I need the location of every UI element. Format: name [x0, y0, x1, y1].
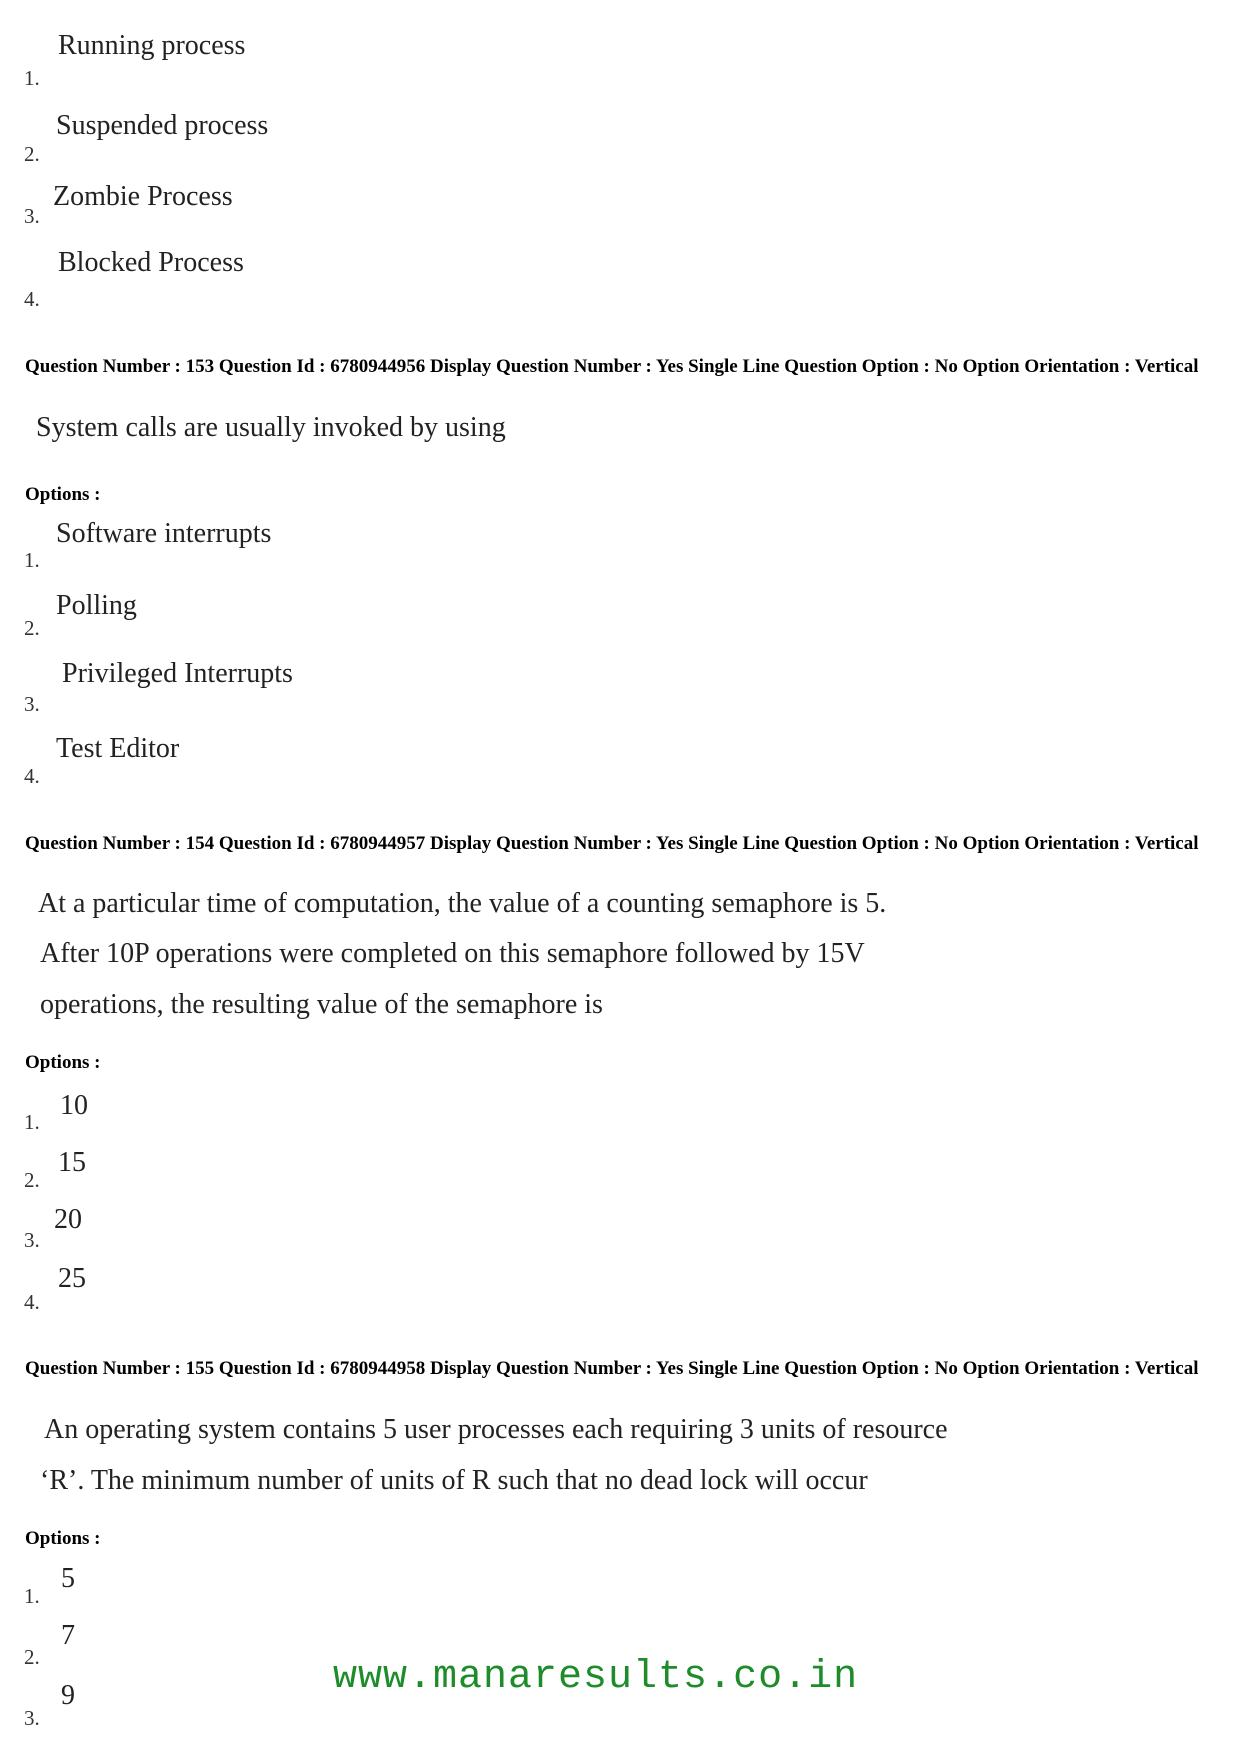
options-label: Options :	[25, 1528, 101, 1549]
question-text-line: operations, the resulting value of the semaphore is	[40, 989, 603, 1020]
option-text: 25	[58, 1263, 86, 1294]
option-number: 2.	[24, 142, 40, 166]
option-number: 4.	[24, 287, 40, 311]
option-number: 3.	[24, 1706, 40, 1730]
option-text: Suspended process	[56, 110, 269, 141]
option-text: 5	[61, 1563, 75, 1594]
option-number: 1.	[24, 1110, 40, 1134]
option-text: Polling	[56, 590, 137, 621]
option-number: 4.	[24, 764, 40, 788]
option-text: 10	[60, 1090, 88, 1121]
option-text: Blocked Process	[58, 247, 244, 278]
option-text: Zombie Process	[53, 181, 233, 212]
option-text: Test Editor	[56, 733, 180, 764]
options-label: Options :	[25, 484, 101, 505]
option-number: 2.	[24, 1168, 40, 1192]
question-text-line: ‘R’. The minimum number of units of R such that no dead lock will occur	[40, 1465, 868, 1496]
option-number: 4.	[24, 1290, 40, 1314]
watermark-text: www.manaresults.co.in	[333, 1655, 859, 1700]
option-number: 2.	[24, 1645, 40, 1669]
option-text: 9	[61, 1680, 75, 1711]
question-meta: Question Number : 155 Question Id : 6780944958 Display Question Number : Yes Single Line Question Option : No Option Orientation : Vertical	[25, 1358, 1199, 1379]
option-number: 1.	[24, 66, 40, 90]
option-number: 2.	[24, 616, 40, 640]
question-meta: Question Number : 153 Question Id : 6780944956 Display Question Number : Yes Single Line Question Option : No Option Orientation : Vertical	[25, 356, 1199, 377]
question-text-line: At a particular time of computation, the value of a counting semaphore is 5.	[38, 888, 887, 919]
option-number: 3.	[24, 204, 40, 228]
options-label: Options :	[25, 1052, 101, 1073]
option-text: Software interrupts	[56, 518, 272, 549]
option-text: 20	[54, 1204, 82, 1235]
option-text: 15	[58, 1147, 86, 1178]
question-text-line: System calls are usually invoked by using	[36, 412, 506, 443]
option-text: Running process	[58, 30, 246, 61]
question-text-line: An operating system contains 5 user processes each requiring 3 units of resource	[44, 1414, 948, 1445]
option-text: 7	[61, 1620, 75, 1651]
question-meta: Question Number : 154 Question Id : 6780944957 Display Question Number : Yes Single Line Question Option : No Option Orientation : Vertical	[25, 833, 1199, 854]
option-number: 3.	[24, 1228, 40, 1252]
option-number: 1.	[24, 548, 40, 572]
question-text-line: After 10P operations were completed on this semaphore followed by 15V	[40, 938, 865, 969]
option-number: 3.	[24, 692, 40, 716]
option-number: 1.	[24, 1584, 40, 1608]
option-text: Privileged Interrupts	[62, 658, 293, 689]
